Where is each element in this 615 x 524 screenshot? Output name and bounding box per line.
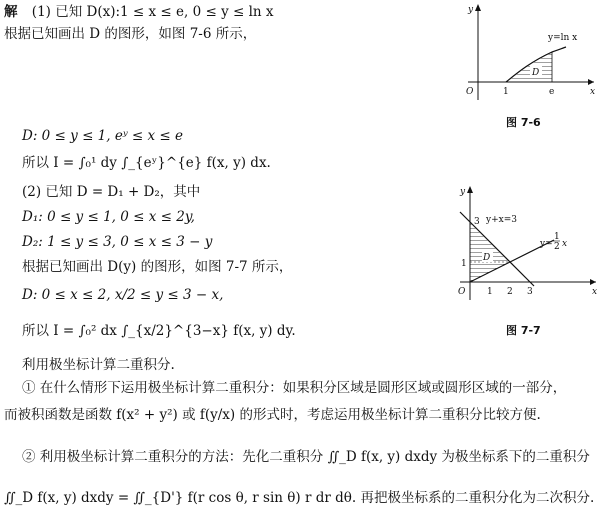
line-3: D: 0 ≤ y ≤ 1, eʸ ≤ x ≤ e [22,128,184,144]
fig2-tick-x2: 2 [507,287,513,297]
fig2-axis-x: x [592,287,598,297]
fig2-tick-y3: 3 [474,217,480,227]
line-13: 而被积函数是函数 f(x² + y²) 或 f(y/x) 的形式时，考虑运用极坐标计算二重积分比较方便. [4,407,541,423]
fig1-axis-y: y [468,5,474,15]
fig1-tick-1: 1 [503,87,509,97]
line-11: 利用极坐标计算二重积分. [22,357,175,373]
fig1-y-arrow [475,4,481,11]
line-9: D: 0 ≤ x ≤ 2, x/2 ≤ y ≤ 3 − x, [22,287,224,303]
fig1-region [506,52,552,82]
line-1-text: (1) 已知 D(x):1 ≤ x ≤ e, 0 ≤ y ≤ ln x [31,4,274,20]
fig1-curve-label: y=ln x [548,33,578,43]
line-7: D₂: 1 ≤ y ≤ 3, 0 ≤ x ≤ 3 − y [22,234,213,250]
line-15: ∬_D f(x, y) dxdy = ∬_{D'} f(r cos θ, r sin θ) r dr dθ. 再把极坐标系的二重积分化为二次积分. [4,490,595,506]
line-14: ② 利用极坐标计算二重积分的方法：先化二重积分 ∬_D f(x, y) dxdy 为极坐标系下的二重积分 [22,449,590,465]
fig1-axis-x: x [590,87,596,97]
fig2-region-label: D [483,253,491,263]
line-6: D₁: 0 ≤ y ≤ 1, 0 ≤ x ≤ 2y, [22,209,195,225]
line-8: 根据已知画出 D(y) 的图形，如图 7-7 所示， [22,259,293,275]
fig1-origin: O [466,87,474,97]
figure-7-7 [450,184,600,304]
line-2: 根据已知画出 D 的图形，如图 7-6 所示， [4,26,257,42]
figure-7-6 [448,2,598,102]
fig2-caption: 图 7-7 [506,324,541,337]
line-5: (2) 已知 D = D₁ + D₂，其中 [22,184,201,200]
fig2-line-2-label: y= [540,239,553,249]
fig2-y-arrow [467,186,473,193]
fig2-line-1-label: y+x=3 [486,215,517,225]
fig2-origin: O [458,287,466,297]
fig2-line-2-x: x [562,239,568,249]
fig2-tick-y1: 1 [461,259,467,269]
fig2-x-arrow [590,279,596,285]
line-4: 所以 I = ∫₀¹ dy ∫_{eʸ}^{e} f(x, y) dx. [22,155,271,171]
fig2-axis-y: y [460,187,466,197]
fig1-tick-e: e [549,87,555,97]
fig1-region-label: D [532,68,540,78]
line-10: 所以 I = ∫₀² dx ∫_{x/2}^{3−x} f(x, y) dy. [22,323,296,339]
fig2-line-2-frac-num: 1 [554,232,560,242]
fig1-caption: 图 7-6 [506,116,541,129]
fig2-tick-x1: 1 [487,287,493,297]
line-12: ① 在什么情形下运用极坐标计算二重积分：如果积分区域是圆形区域或圆形区域的一部分， [22,380,567,396]
fig2-tick-x3: 3 [527,287,533,297]
solution-label: 解 [4,4,18,20]
line-1 [4,4,274,22]
fig1-x-arrow [588,79,594,85]
fig2-line-2-frac-den: 2 [554,242,560,252]
